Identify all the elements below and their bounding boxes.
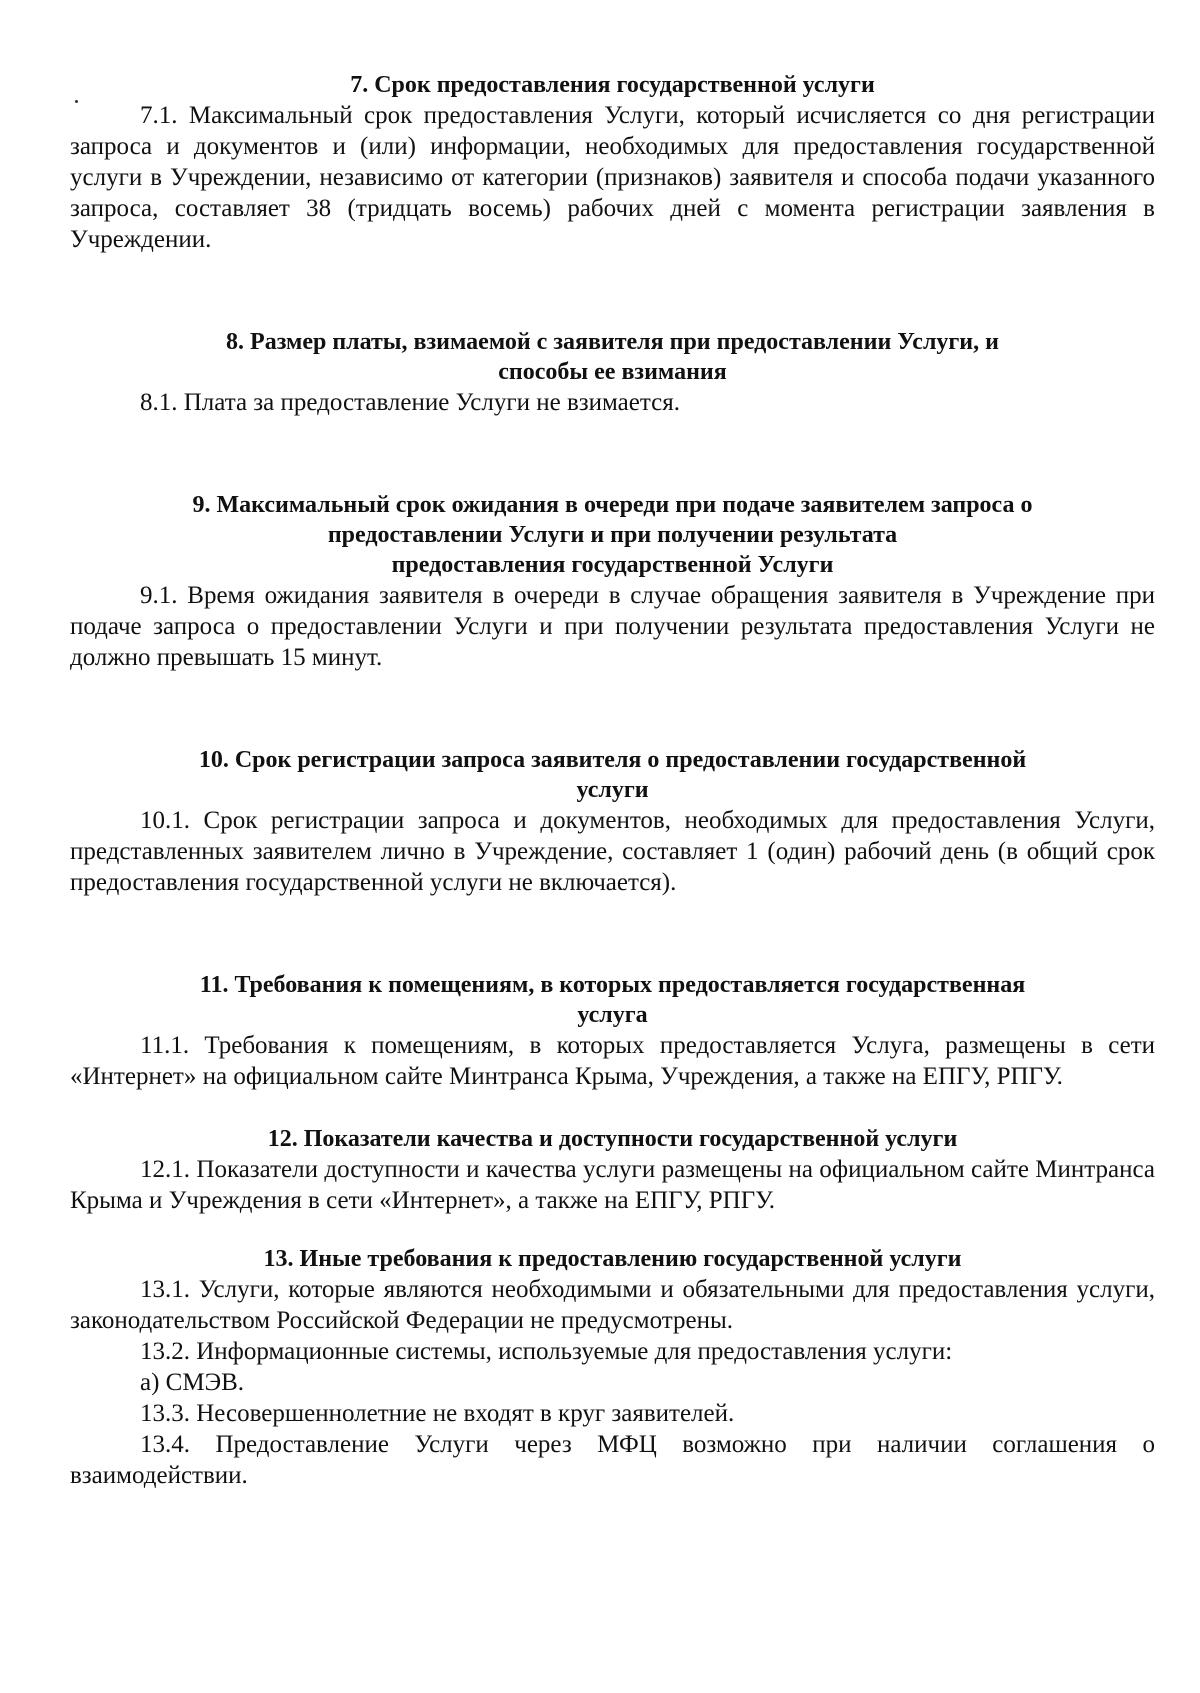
paragraph-13-1: 13.1. Услуги, которые являются необходимыми и обязательными для предоставления услуги, законодательством Российской Федерации не предусмотрены. [70, 1276, 1155, 1334]
section-8-heading [70, 327, 1155, 387]
section-11 [70, 970, 1155, 1092]
heading-line: 12. Показатели качества и доступности государственной услуги [267, 1126, 958, 1152]
paragraph-9-1: 9.1. Время ожидания заявителя в очереди в случае обращения заявителя в Учреждение при подаче запроса о предоставлении Услуги и при получении результата предоставления Услуги не должно превышать 15 минут. [70, 582, 1155, 671]
heading-line: предоставлении Услуги и при получении результата [327, 522, 898, 548]
section-13 [70, 1244, 1155, 1491]
section-11-heading [70, 970, 1155, 1030]
document-page [70, 70, 1155, 1491]
section-7-heading [70, 70, 1155, 100]
section-8 [70, 327, 1155, 418]
section-13-heading [70, 1244, 1155, 1274]
heading-line: 13. Иные требования к предоставлению государственной услуги [263, 1246, 962, 1272]
paragraph-12-1: 12.1. Показатели доступности и качества услуги размещены на официальном сайте Минтранса Крыма и Учреждения в сети «Интернет», а также на ЕПГУ, РПГУ. [70, 1156, 1155, 1214]
paragraph-8-1: 8.1. Плата за предоставление Услуги не взимается. [140, 389, 680, 416]
heading-line: предоставления государственной Услуги [391, 552, 834, 578]
heading-line: 7. Срок предоставления государственной услуги [350, 72, 875, 98]
section-12-heading [70, 1124, 1155, 1154]
section-12 [70, 1124, 1155, 1216]
section-7 [70, 70, 1155, 255]
paragraph-11-1: 11.1. Требования к помещениям, в которых предоставляется Услуга, размещены в сети «Интернет» на официальном сайте Минтранса Крыма, Учреждения, а также на ЕПГУ, РПГУ. [70, 1032, 1155, 1090]
section-10-heading [70, 745, 1155, 805]
section-10 [70, 745, 1155, 898]
heading-line: 8. Размер платы, взимаемой с заявителя при предоставлении Услуги, и [226, 329, 999, 355]
paragraph-13-4: 13.4. Предоставление Услуги через МФЦ возможно при наличии соглашения о взаимодействии. [70, 1431, 1155, 1489]
paragraph-10-1: 10.1. Срок регистрации запроса и документов, необходимых для предоставления Услуги, представленных заявителем лично в Учреждение, составляет 1 (один) рабочий день (в общий срок предоставления государственной услуги не включается). [70, 807, 1155, 896]
heading-line: способы ее взимания [498, 359, 727, 385]
paragraph-7-1: 7.1. Максимальный срок предоставления Услуги, который исчисляется со дня регистрации запроса и документов и (или) информации, необходимых для предоставления государственной услуги в Учреждении, независимо от категории (признаков) заявителя и способа подачи указанного запроса, составляет 38 (тридцать восемь) рабочих дней с момента регистрации заявления в Учреждении. [70, 102, 1155, 253]
paragraph-13-2: 13.2. Информационные системы, используемые для предоставления услуги: [140, 1338, 953, 1365]
heading-line: 11. Требования к помещениям, в которых предоставляется государственная [199, 972, 1026, 998]
heading-line: услуга [577, 1002, 648, 1028]
section-9-heading [70, 490, 1155, 580]
section-9 [70, 490, 1155, 673]
paragraph-13-3: 13.3. Несовершеннолетние не входят в круг заявителей. [140, 1400, 735, 1427]
heading-line: 9. Максимальный срок ожидания в очереди при подаче заявителем запроса о [192, 492, 1033, 518]
list-item-13-2-a: а) СМЭВ. [140, 1369, 245, 1396]
heading-line: 10. Срок регистрации запроса заявителя о предоставлении государственной [198, 747, 1027, 773]
heading-line: услуги [576, 777, 649, 803]
